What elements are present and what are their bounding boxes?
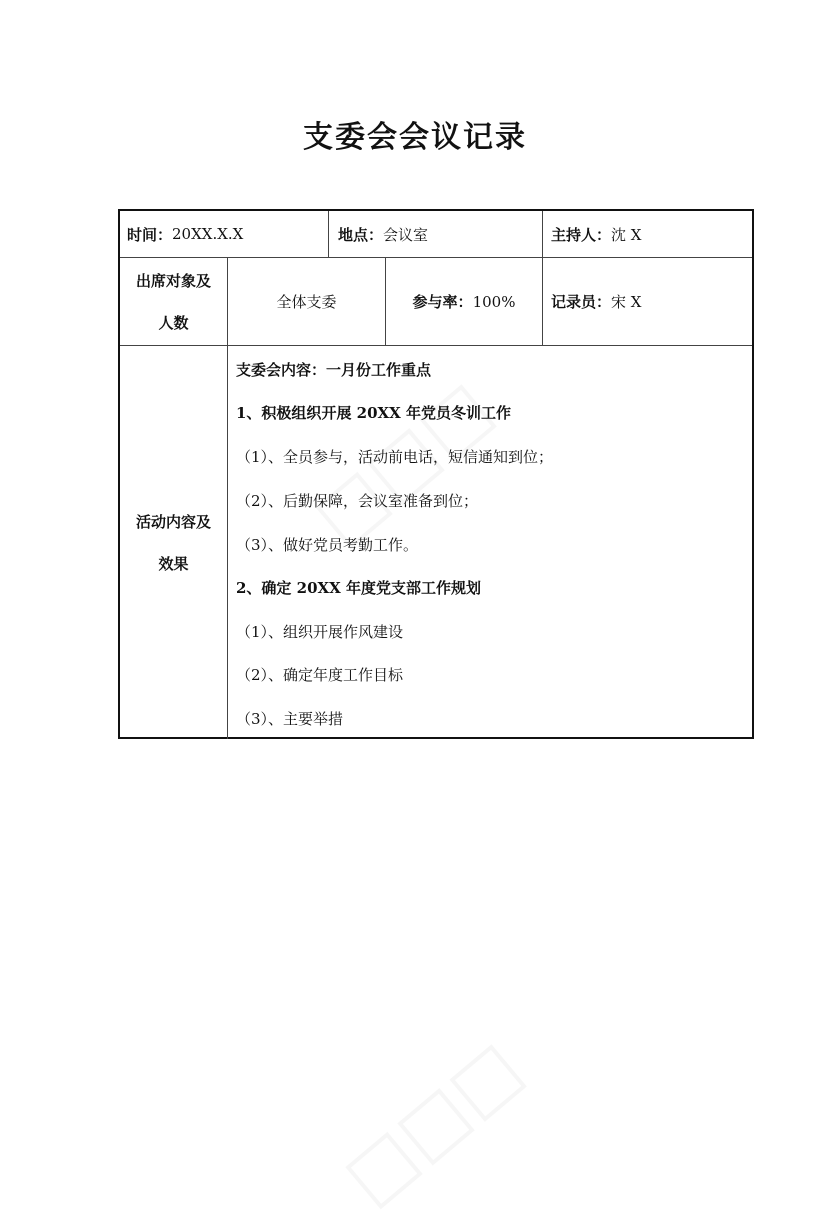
attendees-value-cell — [228, 258, 385, 345]
content-line: （2）、后勤保障，会议室准备到位； — [236, 492, 479, 510]
activity-label-cell — [120, 346, 227, 739]
content-line: （3）、主要举措 — [236, 710, 344, 728]
recorder-value: 宋 X — [611, 293, 642, 311]
time-label: 时间： — [127, 225, 173, 244]
meeting-record-table — [118, 209, 754, 739]
content-line: （1）、全员参与，活动前电话，短信通知到位； — [236, 448, 554, 466]
content-line: 1、积极组织开展 20XX 年党员冬训工作 — [236, 404, 512, 422]
host-value: 沈 X — [611, 225, 642, 244]
attendees-value: 全体支委 — [276, 293, 337, 311]
rate-value: 100% — [472, 292, 516, 311]
attendees-label-line2: 人数 — [158, 313, 189, 332]
rate-label: 参与率： — [412, 293, 473, 311]
place-value: 会议室 — [383, 225, 429, 244]
watermark — [327, 1024, 537, 1220]
place-label: 地点： — [338, 225, 384, 244]
content-line: 支委会内容：一月份工作重点 — [236, 361, 432, 379]
time-cell — [127, 211, 327, 257]
attendees-label-line1: 出席对象及 — [135, 271, 211, 290]
time-value: 20XX.X.X — [172, 225, 244, 243]
col-divider — [328, 211, 329, 257]
recorder-cell — [551, 258, 751, 345]
page-title: 支委会会议记录 — [303, 120, 527, 155]
activity-label-line2: 效果 — [158, 554, 189, 573]
content-line: 2、确定 20XX 年度党支部工作规划 — [236, 579, 482, 597]
content-line: （1）、组织开展作风建设 — [236, 623, 404, 641]
host-cell — [551, 211, 751, 257]
place-cell — [338, 211, 538, 257]
host-label: 主持人： — [551, 225, 612, 244]
content-line: （3）、做好党员考勤工作。 — [236, 536, 419, 554]
recorder-label: 记录员： — [551, 293, 612, 311]
activity-label-line1: 活动内容及 — [135, 512, 211, 531]
col-divider — [542, 211, 543, 345]
attendees-label-cell — [120, 258, 227, 345]
content-line: （2）、确定年度工作目标 — [236, 666, 404, 684]
rate-cell — [386, 258, 542, 345]
